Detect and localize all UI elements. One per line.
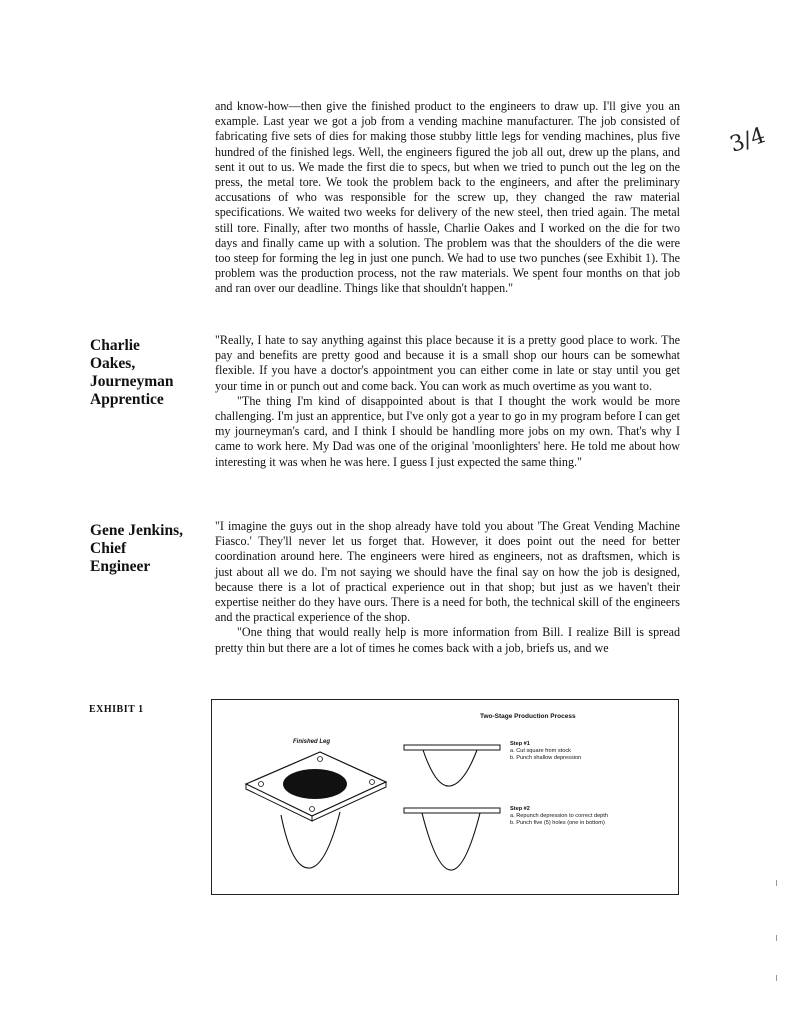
step1-item-b: b. Punch shallow depression [510,755,582,761]
gene-jenkins-statement [215,519,680,656]
scan-mark [776,880,777,886]
step1-notes [510,741,581,762]
step2-item-a: a. Repunch depression to correct depth [510,813,608,819]
scan-mark [776,975,777,981]
step1-heading: Step #1 [510,741,530,747]
exhibit-label: EXHIBIT 1 [89,704,144,715]
statement-paragraph: "Really, I hate to say anything against this place because it is a pretty good place to work. The pay and benefits are pretty good and because it is a small shop our hours can be somewhat flexible. If you have a doctor's appointment you can either come in late or stay until you get your time in or punch out and come back. You can work as much overtime as you want to. [215,333,680,393]
speaker-line: Charlie [90,337,140,354]
exhibit-title: Two-Stage Production Process [480,713,576,720]
step1-drawing [404,745,500,786]
step2-notes [510,806,608,827]
step2-drawing [404,808,500,870]
speaker-name-gene-jenkins [90,522,208,576]
charlie-oakes-statement [215,333,680,470]
statement-paragraph: "I imagine the guys out in the shop already have told you about 'The Great Vending Machine Fiasco.' They'll never let us forget that. However, it does point out the need for better coordination around here. The engineers were hired as engineers, not as draftsmen, which is just about all we do. I'm not saying we should have the final say on how the job is designed, because there is a lot of practical experience out in that shop; but just as we haven't their expertise neither do they have ours. There is a need for both, the technical skill of the engineers and the practical experience of the shop. [215,519,680,625]
intro-paragraph-block [215,99,680,297]
step2-item-b: b. Punch five (5) holes (one in bottom) [510,820,605,826]
speaker-line: Gene Jenkins, [90,522,184,539]
finished-leg-label: Finished Leg [293,739,331,745]
step2-heading: Step #2 [510,806,530,812]
speaker-line: Oakes, [90,355,136,372]
intro-paragraph: and know-how—then give the finished product to the engineers to draw up. I'll give you an example. Last year we got a job from a vending machine manufacturer. The job consisted of fabricating five sets of dies for making those stubby little legs for vending machines, plus five hundred of the finished legs. Well, the engineers figured the job all out, drew up the plans, and sent it out to us. We made the first die to specs, but when we tried to punch out the leg on the press, the metal tore. We took the problem back to the engineers, and after the preliminary accusations of who was responsible for the screw up, they changed the raw material specifications. We waited two weeks for delivery of the new steel, then tried again. The metal still tore. Finally, after two months of hassle, Charlie Oakes and I worked on the die for two days and finally came up with a solution. The problem was that the shoulders of the die were too steep for forming the leg in just one punch. We had to use two punches (see Exhibit 1). The problem was the production process, not the raw materials. We spent four months on that job and ran over our deadline. Things like that shouldn't happen." [215,99,680,296]
handwritten-page-mark: 3/4 [727,123,769,158]
statement-paragraph: "One thing that would really help is more information from Bill. I realize Bill is spread pretty thin but there are a lot of times he comes back with a job, briefs us, and we [215,625,680,655]
speaker-line: Journeyman [90,373,174,390]
speaker-name-charlie-oakes [90,337,208,409]
exhibit-diagram [211,699,679,895]
exhibit-drawing [212,700,678,894]
scan-mark [776,935,777,941]
step1-item-a: a. Cut square from stock [510,748,571,754]
statement-paragraph: "The thing I'm kind of disappointed about is that I thought the work would be more challenging. I'm just an apprentice, but I've only got a year to go in my program before I can get my journeyman's card, and I think I should be handling more jobs on my own. That's why I came to work here. My Dad was one of the original 'moonlighters' here. He told me about how interesting it was when he was here. I guess I just expected the same thing." [215,393,680,469]
speaker-line: Chief [90,540,127,557]
finished-leg-drawing [246,752,386,868]
speaker-line: Engineer [90,558,151,575]
speaker-line: Apprentice [90,391,164,408]
